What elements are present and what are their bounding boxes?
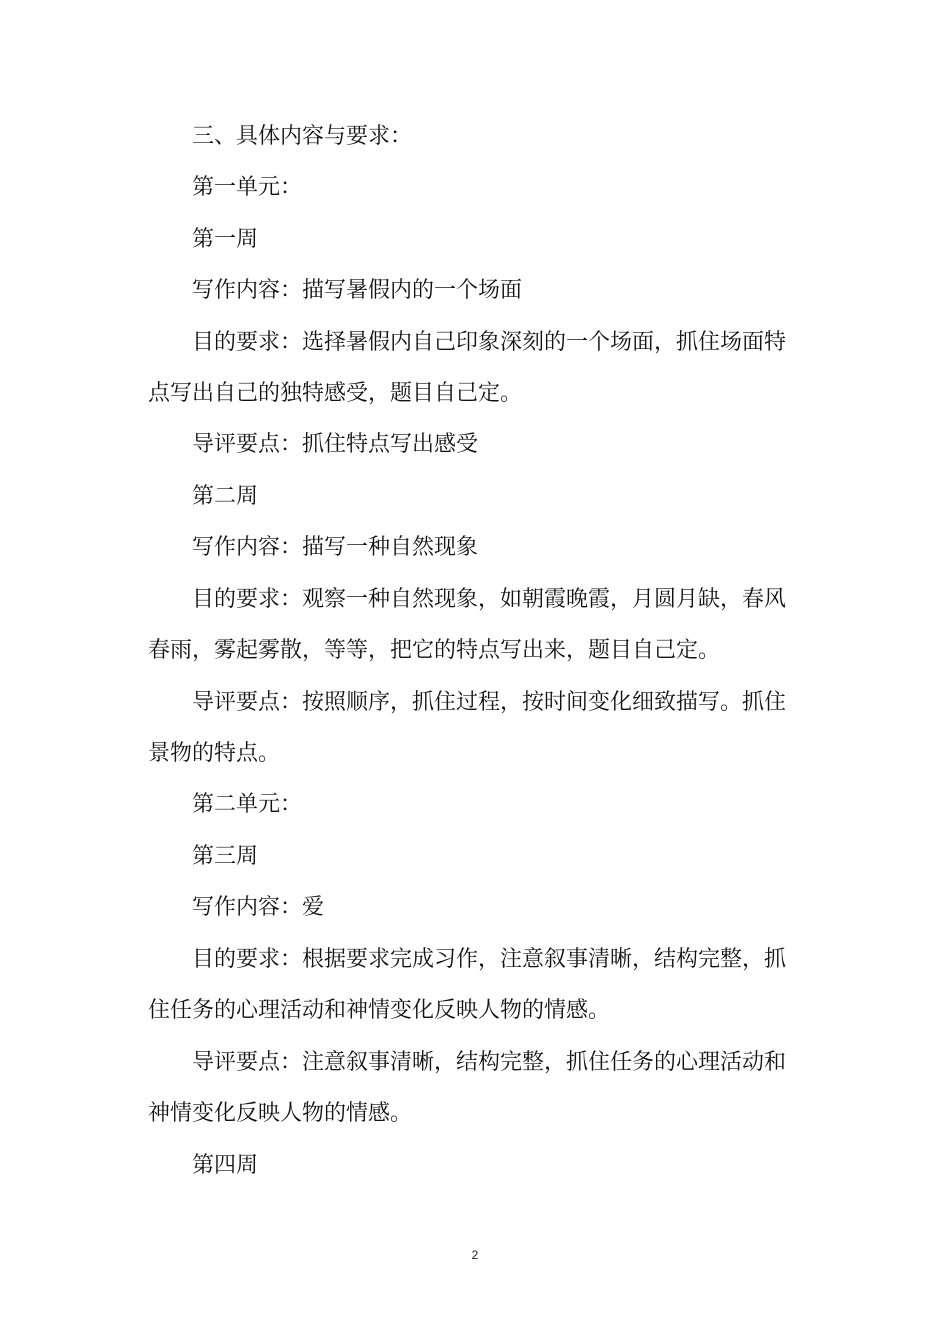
writing-content: 写作内容：描写一种自然现象 bbox=[192, 535, 479, 560]
review-points: 导评要点：注意叙事清晰，结构完整，抓住任务的心理活动和 bbox=[192, 1050, 787, 1075]
week-heading: 第一周 bbox=[192, 227, 259, 252]
unit-heading: 第二单元： bbox=[192, 792, 303, 817]
review-points: 导评要点：抓住特点写出感受 bbox=[192, 432, 479, 457]
goal-requirement-continued: 住任务的心理活动和神情变化反映人物的情感。 bbox=[148, 998, 611, 1023]
goal-requirement-continued: 点写出自己的独特感受，题目自己定。 bbox=[148, 381, 523, 406]
unit-heading: 第一单元： bbox=[192, 175, 303, 200]
goal-requirement: 目的要求：根据要求完成习作，注意叙事清晰，结构完整，抓 bbox=[192, 947, 787, 972]
review-points-continued: 景物的特点。 bbox=[148, 741, 281, 766]
week-heading: 第三周 bbox=[192, 844, 259, 869]
goal-requirement: 目的要求：观察一种自然现象，如朝霞晚霞，月圆月缺，春风 bbox=[192, 587, 787, 612]
page-number: 2 bbox=[471, 1248, 479, 1262]
writing-content: 写作内容：爱 bbox=[192, 895, 325, 920]
week-heading: 第四周 bbox=[192, 1153, 259, 1178]
goal-requirement: 目的要求：选择暑假内自己印象深刻的一个场面，抓住场面特 bbox=[192, 330, 787, 355]
writing-content: 写作内容：描写暑假内的一个场面 bbox=[192, 278, 523, 303]
week-heading: 第二周 bbox=[192, 484, 259, 509]
review-points-continued: 神情变化反映人物的情感。 bbox=[148, 1101, 413, 1126]
review-points: 导评要点：按照顺序，抓住过程，按时间变化细致描写。抓住 bbox=[192, 690, 787, 715]
section-heading: 三、具体内容与要求： bbox=[192, 124, 413, 149]
goal-requirement-continued: 春雨，雾起雾散，等等，把它的特点写出来，题目自己定。 bbox=[148, 638, 721, 663]
